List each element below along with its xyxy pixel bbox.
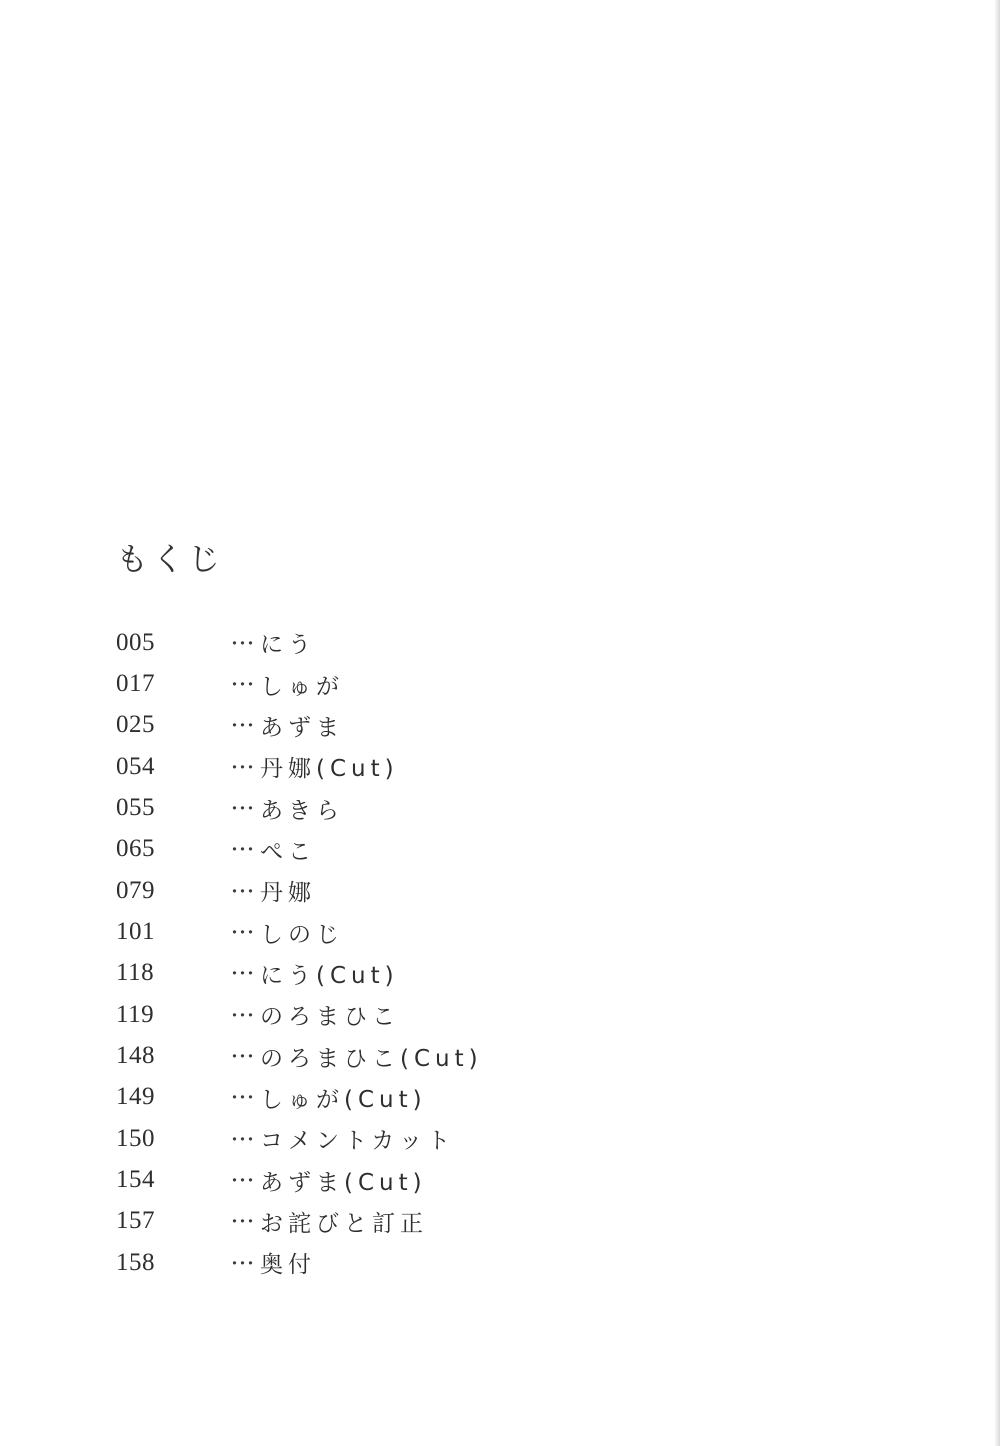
toc-page-number: 017 (116, 670, 155, 698)
toc-leader-dots: ･･･ (230, 1171, 254, 1193)
toc-entry (116, 1077, 483, 1118)
toc-leader-dots: ･･･ (230, 840, 254, 862)
toc-page-number: 150 (116, 1124, 155, 1152)
toc-page-number: 055 (116, 794, 155, 822)
toc-leader-dots: ･･･ (230, 1212, 254, 1234)
toc-entry (116, 746, 483, 787)
toc-entry-label: しのじ (260, 921, 344, 948)
toc-entry-label: 丹娜 (260, 880, 316, 907)
toc-entry-label: にう(Cut) (260, 962, 399, 989)
toc-entry-label: のろまひこ(Cut) (260, 1045, 483, 1072)
toc-entry (116, 1118, 483, 1159)
toc-page-number: 118 (116, 959, 155, 987)
toc-entry (116, 1201, 483, 1242)
toc-entry (116, 870, 483, 911)
toc-entry-label: あずま(Cut) (260, 1169, 427, 1196)
toc-page-number: 154 (116, 1166, 155, 1194)
toc-entry-label: 奥付 (260, 1252, 316, 1279)
toc-entry (116, 1035, 483, 1076)
toc-entry-label: あきら (260, 797, 344, 824)
toc-leader-dots: ･･･ (230, 1047, 254, 1069)
toc-entry-label: ぺこ (260, 838, 316, 865)
toc-page-number: 119 (116, 1000, 155, 1028)
toc-leader-dots: ･･･ (230, 964, 254, 986)
toc-leader-dots: ･･･ (230, 757, 254, 779)
toc-page-number: 157 (116, 1207, 155, 1235)
toc-entry (116, 1159, 483, 1200)
toc-entry-label: しゅが(Cut) (260, 1086, 427, 1113)
toc-entry (116, 787, 483, 828)
toc-leader-dots: ･･･ (230, 881, 254, 903)
toc-entry-label: あずま (260, 714, 344, 741)
toc-list (116, 622, 483, 1284)
toc-entry (116, 829, 483, 870)
toc-leader-dots: ･･･ (230, 923, 254, 945)
toc-entry-label: お詫びと訂正 (260, 1210, 428, 1237)
toc-entry-label: 丹娜(Cut) (260, 756, 399, 783)
toc-entry (116, 705, 483, 746)
toc-entry (116, 663, 483, 704)
toc-page-number: 025 (116, 711, 155, 739)
toc-leader-dots: ･･･ (230, 799, 254, 821)
toc-leader-dots: ･･･ (230, 1088, 254, 1110)
toc-page-number: 101 (116, 918, 155, 946)
toc-leader-dots: ･･･ (230, 1253, 254, 1275)
toc-entry-label: のろまひこ (260, 1004, 400, 1031)
toc-page-number: 158 (116, 1248, 155, 1276)
toc-entry (116, 994, 483, 1035)
toc-leader-dots: ･･･ (230, 675, 254, 697)
toc-page-number: 149 (116, 1083, 155, 1111)
toc-leader-dots: ･･･ (230, 716, 254, 738)
toc-entry-label: コメントカット (260, 1128, 456, 1155)
toc-entry (116, 953, 483, 994)
toc-page-number: 079 (116, 876, 155, 904)
toc-page-number: 005 (116, 628, 155, 656)
toc-title: もくじ (116, 540, 225, 578)
toc-page-number: 054 (116, 752, 155, 780)
toc-entry-label: にう (260, 632, 316, 659)
toc-entry (116, 1242, 483, 1283)
toc-entry-label: しゅが (260, 673, 344, 700)
toc-page-number: 065 (116, 835, 155, 863)
toc-entry (116, 622, 483, 663)
toc-leader-dots: ･･･ (230, 1005, 254, 1027)
page-edge-shadow (994, 0, 1000, 1446)
toc-page-number: 148 (116, 1042, 155, 1070)
toc-leader-dots: ･･･ (230, 1129, 254, 1151)
toc-leader-dots: ･･･ (230, 633, 254, 655)
toc-entry (116, 911, 483, 952)
